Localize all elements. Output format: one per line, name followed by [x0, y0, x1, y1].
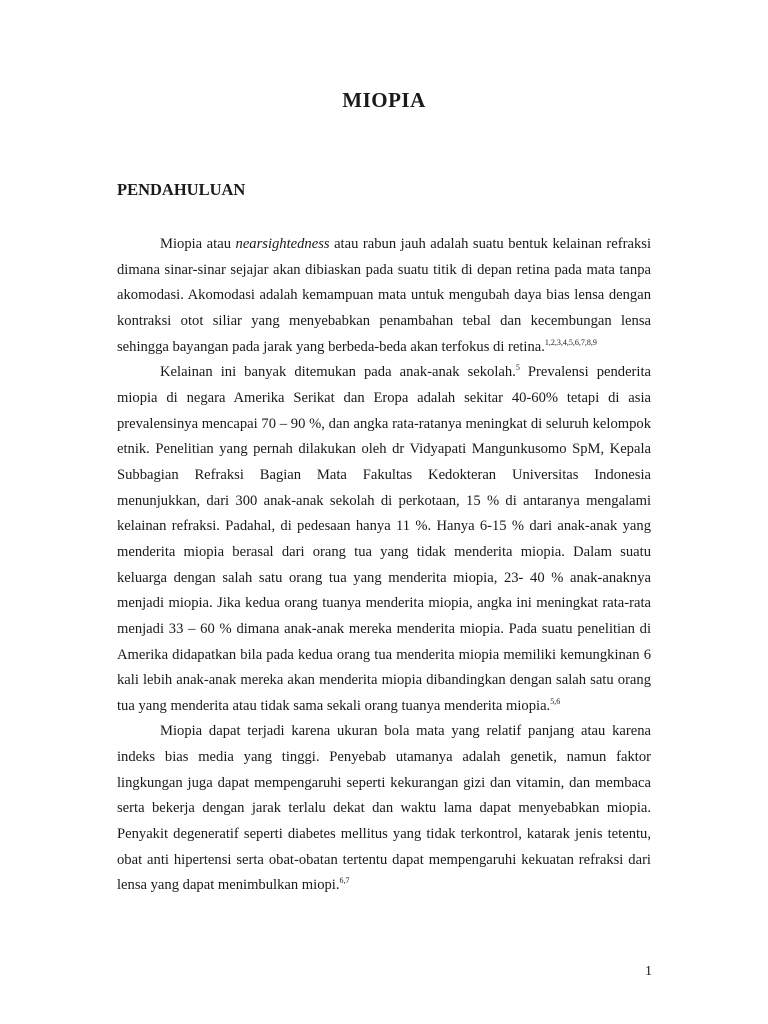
paragraph-text: Miopia atau [160, 236, 236, 252]
paragraph [117, 719, 651, 899]
paragraph [117, 232, 651, 360]
paragraph-text: atau rabun jauh adalah suatu bentuk kelainan refraksi dimana sinar-sinar sejajar akan dibiaskan pada suatu titik di depan retina pada mata tanpa akomodasi. Akomodasi adalah kemampuan mata untuk mengubah daya bias lensa dengan kontraksi otot siliar yang menyebabkan penambahan tebal dan kecembungan lensa sehingga bayangan pada jarak yang berbeda-beda akan terfokus di retina. [117, 236, 651, 355]
citation-superscript: 5,6 [550, 696, 561, 706]
citation-superscript: 1,2,3,4,5,6,7,8,9 [544, 337, 597, 347]
citation-superscript: 5 [515, 363, 520, 373]
paragraph-text: Kelainan ini banyak ditemukan pada anak-anak sekolah. [160, 364, 516, 381]
page-number: 1 [645, 964, 652, 979]
paragraph-text: Prevalensi penderita miopia di negara Amerika Serikat dan Eropa adalah sekitar 40-60% tetapi di asia prevalensinya mencapai 70 – 90 %, dan angka rata-ratanya meningkat di seluruh kelompok etnik. Penelitian yang pernah dilakukan oleh dr Vidyapati Mangunkusomo SpM, Kepala Subbagian Refraksi Bagian Mata Fakultas Kedokteran Universitas Indonesia menunjukkan, dari 300 anak-anak sekolah di perkotaan, 15 % di antaranya mengalami kelainan refraksi. Padahal, di pedesaan hanya 11 %. Hanya 6-15 % dari anak-anak yang menderita miopia berasal dari orang tua yang tidak menderita miopia. Dalam suatu keluarga dengan salah satu orang tua yang menderita miopia, 23- 40 % anak-anaknya menjadi miopia. Jika kedua orang tuanya menderita miopia, angka ini meningkat rata-rata menjadi 33 – 60 % dimana anak-anak mereka menderita miopia. Pada suatu penelitian di Amerika didapatkan bila pada kedua orang tua menderita miopia memiliki kemungkinan 6 kali lebih anak-anak mereka akan menderita miopia dibandingkan dengan salah satu orang tua yang menderita atau tidak sama sekali orang tuanya menderita miopia. [117, 364, 651, 714]
section-heading: PENDAHULUAN [117, 180, 246, 199]
document-title: MIOPIA [342, 88, 426, 112]
body-text [117, 232, 651, 899]
paragraph [117, 360, 651, 719]
paragraph-text: Miopia dapat terjadi karena ukuran bola mata yang relatif panjang atau karena indeks bias media yang tinggi. Penyebab utamanya adalah genetik, namun faktor lingkungan juga dapat mempengaruhi seperti kekurangan gizi dan vitamin, dan membaca serta bekerja dengan jarak terlalu dekat dan waktu lama dapat menyebabkan miopia. Penyakit degeneratif seperti diabetes mellitus yang tidak terkontrol, katarak jenis tetentu, obat anti hipertensi serta obat-obatan tertentu dapat mempengaruhi kekuatan refraksi dari lensa yang dapat menimbulkan miopi. [117, 723, 651, 894]
citation-superscript: 6,7 [339, 876, 350, 886]
italic-term: nearsightedness [235, 236, 330, 252]
